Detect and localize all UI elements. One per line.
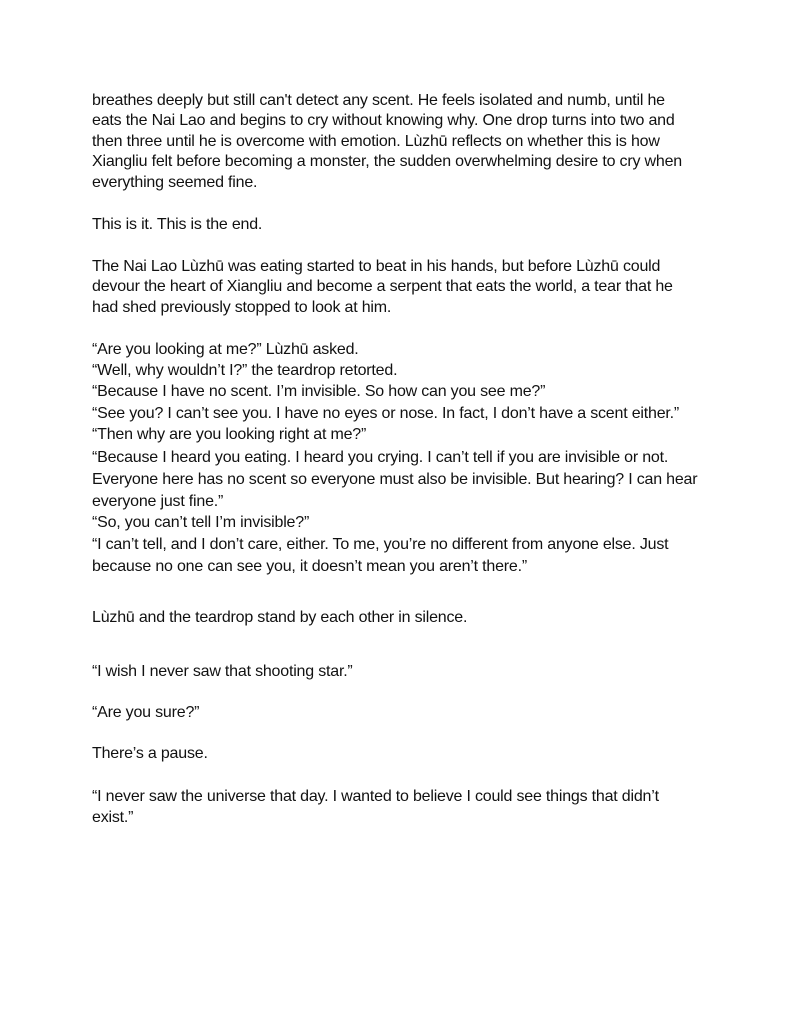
paragraph-silence: Lùzhū and the teardrop stand by each other in silence. [92,609,468,626]
paragraph-pause: There’s a pause. [92,745,208,762]
text-line: breathes deeply but still can't detect any scent. He feels isolated and numb, until he [92,92,665,109]
dialogue-line: because no one can see you, it doesn’t mean you aren’t there.” [92,558,527,575]
dialogue-line: everyone just fine.” [92,493,224,510]
text-line: then three until he is overcome with emotion. Lùzhū reflects on whether this is how [92,133,660,150]
paragraph-the-end: This is it. This is the end. [92,216,263,233]
dialogue-line: “So, you can’t tell I’m invisible?” [92,514,310,531]
dialogue-line: “Because I have no scent. I’m invisible. So how can you see me?” [92,383,546,400]
dialogue-line: “Because I heard you eating. I heard you crying. I can’t tell if you are invisible or not. [92,449,669,466]
paragraph-shooting-star: “I wish I never saw that shooting star.” [92,663,353,680]
dialogue-line: “See you? I can’t see you. I have no eyes or nose. In fact, I don’t have a scent either.” [92,405,680,422]
text-line: devour the heart of Xiangliu and become a serpent that eats the world, a tear that he [92,278,673,295]
dialogue-line: “Then why are you looking right at me?” [92,426,367,443]
text-line: everything seemed fine. [92,174,258,191]
text-line: exist.” [92,809,134,826]
text-line: had shed previously stopped to look at him. [92,299,392,316]
text-line: Xiangliu felt before becoming a monster, the sudden overwhelming desire to cry when [92,153,682,170]
text-line: eats the Nai Lao and begins to cry without knowing why. One drop turns into two and [92,112,675,129]
dialogue-line: “Are you looking at me?” Lùzhū asked. [92,341,359,358]
dialogue-line: Everyone here has no scent so everyone must also be invisible. But hearing? I can hear [92,471,698,488]
dialogue-line: “Well, why wouldn’t I?” the teardrop retorted. [92,362,398,379]
paragraph-are-you-sure: “Are you sure?” [92,704,200,721]
dialogue-line: “I can’t tell, and I don’t care, either. To me, you’re no different from anyone else. Just [92,536,669,553]
text-line: “I never saw the universe that day. I wanted to believe I could see things that didn’t [92,788,659,805]
text-line: The Nai Lao Lùzhū was eating started to beat in his hands, but before Lùzhū could [92,258,661,275]
